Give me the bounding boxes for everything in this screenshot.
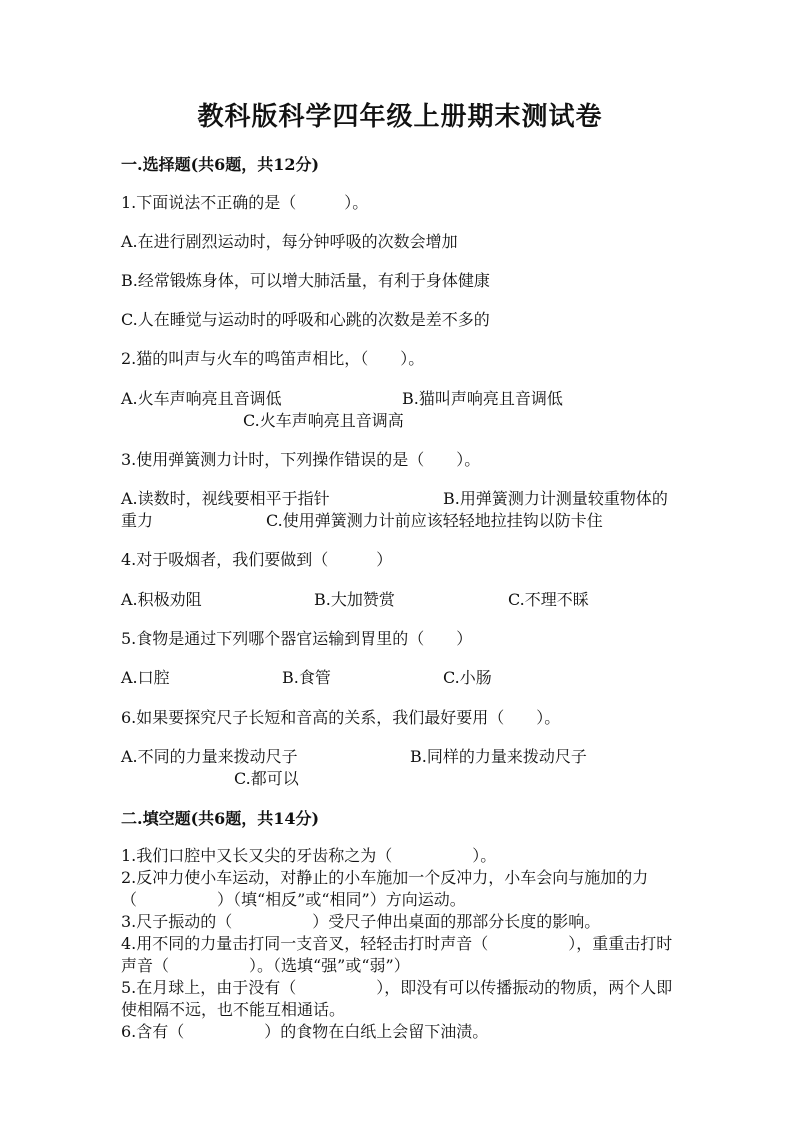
question-1: 1.下面说法不正确的是（ ）。: [121, 193, 369, 212]
fill-blank-line: 使相隔不远，也不能互相通话。: [121, 1000, 346, 1019]
fill-blank-line: 2.反冲力使小车运动，对静止的小车施加一个反冲力，小车会向与施加的力: [121, 868, 649, 887]
fill-blank-line: 4.用不同的力量击打同一支音叉，轻轻击打时声音（ ），重重击打时: [121, 934, 673, 953]
question-6-option-b: B.同样的力量来拨动尺子: [410, 747, 587, 766]
fill-blank-line: 1.我们口腔中又长又尖的牙齿称之为（ ）。: [121, 846, 497, 865]
fill-blank-line: 3.尺子振动的（ ）受尺子伸出桌面的那部分长度的影响。: [121, 912, 601, 931]
question-1-option-a: A.在进行剧烈运动时，每分钟呼吸的次数会增加: [121, 232, 458, 251]
question-3-option-b-continued: 重力: [121, 511, 154, 530]
question-5-option-c: C.小肠: [443, 668, 492, 687]
question-1-option-c: C.人在睡觉与运动时的呼吸和心跳的次数是差不多的: [121, 310, 490, 329]
question-5-option-b: B.食管: [282, 668, 331, 687]
question-6: 6.如果要探究尺子长短和音高的关系，我们最好要用（ ）。: [121, 708, 561, 727]
question-3-option-c: C.使用弹簧测力计前应该轻轻地拉挂钩以防卡住: [266, 511, 603, 530]
section-heading-choice: 一.选择题(共6题，共12分): [121, 155, 320, 174]
question-3-option-a: A.读数时，视线要相平于指针: [121, 489, 330, 508]
section-heading-fill-blank: 二.填空题(共6题，共14分): [121, 809, 320, 828]
question-6-option-c: C.都可以: [234, 769, 299, 788]
question-4-option-c: C.不理不睬: [508, 590, 589, 609]
question-4-option-b: B.大加赞赏: [314, 590, 395, 609]
question-3-option-b: B.用弹簧测力计测量较重物体的: [443, 489, 668, 508]
question-6-option-a: A.不同的力量来拨动尺子: [121, 747, 298, 766]
page-title: 教科版科学四年级上册期末测试卷: [197, 102, 603, 132]
question-2-option-c: C.火车声响亮且音调高: [243, 411, 404, 430]
question-5-option-a: A.口腔: [121, 668, 170, 687]
fill-blank-line: 声音（ ）。（选填“强”或“弱”）: [121, 956, 410, 975]
question-2-option-b: B.猫叫声响亮且音调低: [402, 389, 563, 408]
fill-blank-line: （ ）（填“相反”或“相同”）方向运动。: [121, 890, 466, 909]
question-2-option-a: A.火车声响亮且音调低: [121, 389, 282, 408]
fill-blank-line: 6.含有（ ）的食物在白纸上会留下油渍。: [121, 1022, 489, 1041]
fill-blank-line: 5.在月球上，由于没有（ ），即没有可以传播振动的物质，两个人即: [121, 978, 673, 997]
question-4-option-a: A.积极劝阻: [121, 590, 202, 609]
question-4: 4.对于吸烟者，我们要做到（ ）: [121, 550, 393, 569]
question-3: 3.使用弹簧测力计时，下列操作错误的是（ ）。: [121, 450, 481, 469]
question-2: 2.猫的叫声与火车的鸣笛声相比，（ ）。: [121, 349, 425, 368]
question-1-option-b: B.经常锻炼身体，可以增大肺活量，有利于身体健康: [121, 271, 490, 290]
question-5: 5.食物是通过下列哪个器官运输到胃里的（ ）: [121, 629, 473, 648]
